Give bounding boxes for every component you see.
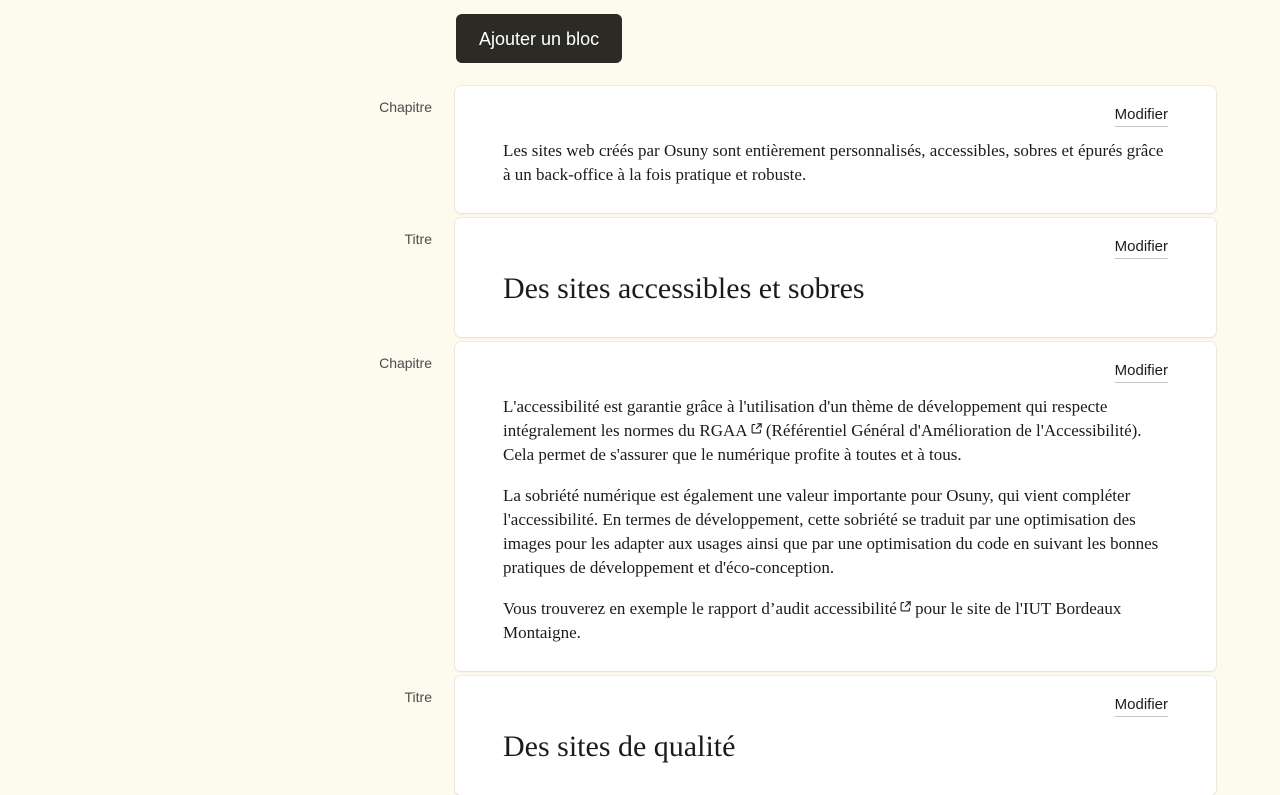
content-block-titre-1 <box>455 218 1216 337</box>
block-header <box>503 696 1168 717</box>
blocks-list <box>0 86 1280 795</box>
block-header <box>503 238 1168 259</box>
add-block-button[interactable]: Ajouter un bloc <box>456 14 622 63</box>
external-link-icon <box>900 601 911 612</box>
edit-block-link[interactable]: Modifier <box>1115 362 1168 383</box>
section-title: Des sites accessibles et sobres <box>503 272 865 305</box>
block-row-chapitre-2 <box>0 342 1280 671</box>
block-type-label: Titre <box>404 689 432 705</box>
section-title: Des sites de qualité <box>503 730 736 763</box>
toolbar <box>0 0 1280 63</box>
block-row-titre-2 <box>0 676 1280 795</box>
block-type-label: Chapitre <box>379 99 432 115</box>
content-block-chapitre-1 <box>455 86 1216 213</box>
block-type-label: Titre <box>404 231 432 247</box>
block-header <box>503 362 1168 383</box>
edit-block-link[interactable]: Modifier <box>1115 238 1168 259</box>
link-text: rapport d’audit accessibilité <box>708 599 897 618</box>
block-row-chapitre-1 <box>0 86 1280 213</box>
external-link-audit[interactable] <box>708 599 911 618</box>
link-text: RGAA <box>699 421 748 440</box>
external-link-rgaa[interactable] <box>699 421 761 440</box>
paragraph-text: L'accessibilité est garantie grâce à l'utilisation d'un thème de développement qui respecte intégralement les normes du <box>503 397 1108 440</box>
paragraph-text: pour le site de l'IUT Bordeaux Montaigne. <box>503 599 1122 642</box>
external-link-icon <box>751 423 762 434</box>
paragraph: Les sites web créés par Osuny sont entièrement personnalisés, accessibles, sobres et épurés grâce à un back-office à la fois pratique et robuste. <box>503 141 1164 184</box>
paragraph-text: (Référentiel Général d'Amélioration de l'Accessibilité). Cela permet de s'assurer que le numérique profite à toutes et à tous. <box>503 421 1142 464</box>
paragraph-text: Vous trouverez en exemple le <box>503 599 709 618</box>
edit-block-link[interactable]: Modifier <box>1115 696 1168 717</box>
block-type-label: Chapitre <box>379 355 432 371</box>
paragraph: La sobriété numérique est également une valeur importante pour Osuny, qui vient compléter l'accessibilité. En termes de développement, cette sobriété se traduit par une optimisation des images pour les adapter aux usages ainsi que par une optimisation du code en suivant les bonnes pratiques de développement et d'éco-conception. <box>503 486 1159 577</box>
block-header <box>503 106 1168 127</box>
paragraph <box>503 395 1168 467</box>
content-block-chapitre-2 <box>455 342 1216 671</box>
paragraph <box>503 597 1168 645</box>
edit-block-link[interactable]: Modifier <box>1115 106 1168 127</box>
block-row-titre-1 <box>0 218 1280 337</box>
content-block-titre-2 <box>455 676 1216 795</box>
